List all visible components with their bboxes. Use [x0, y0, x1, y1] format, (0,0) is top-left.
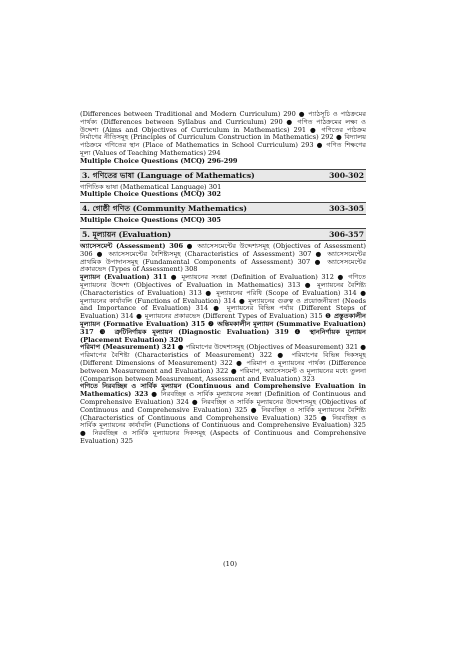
- measurement-heading: পরিমাপ (Measurement) 321: [80, 343, 176, 352]
- contents-page: [80, 111, 366, 447]
- evaluation-body: [80, 243, 366, 446]
- cce-heading: গণিতে নিরবচ্ছিন্ন ও সার্বিক মূল্যায়ন (Continuous and Comprehensive Evaluation in Mathematics) 323: [80, 382, 366, 399]
- measurement-paragraph: [80, 344, 366, 383]
- section-pages: 300-302: [329, 170, 364, 180]
- section-pages: 306-357: [329, 229, 364, 239]
- page-number: (10): [223, 560, 237, 568]
- cce-paragraph: [80, 383, 366, 445]
- assessment-heading: অ্যাসেসমেন্ট (Assessment) 306: [80, 241, 184, 250]
- evaluation-heading: মূল্যায়ন (Evaluation) 311: [80, 273, 168, 282]
- measurement-text: ● পরিমাপের উদ্দেশ্যসমূহ (Objectives of Measurement) 321 ● পরিমাপের বৈশিষ্ট্য (Characteristics of Measurement) 322 ● পরিমাপের বিভিন্ন দিকসমূহ (Different Dimensions of Measurement) 322 ● পরিমাপ ও মূল্যায়নের পার্থক্য (Difference between Measurement and Evaluation) 322 ● পরিমাপ, অ্যাসেসমেন্ট ও মূল্যায়নের মধ্যে তুলনা (Comparison between Measurement, Assessment and Evaluation) 323: [80, 343, 366, 383]
- section-mcq: Multiple Choice Questions (MCQ) 305: [80, 216, 221, 225]
- section-pages: 303-305: [329, 204, 364, 214]
- assessment-text: ● অ্যাসেসমেন্টের উদ্দেশ্যসমূহ (Objectives of Assessment) 306 ● অ্যাসেসমেন্টের বৈশিষ্ট্যসমূহ (Characteristics of Assessment) 307 ● অ্যাসেসমেন্টের প্রাথমিক উপাদানসমূহ (Fundamental Components of Assessment) 307 ● অ্যাসেসমেন্টের প্রকারভেদ (Types of Assessment) 308: [80, 241, 366, 274]
- section-title: 5. মূল্যায়ন (Evaluation): [82, 229, 172, 239]
- cce-text: ● নিরবচ্ছিন্ন ও সার্বিক মূল্যায়নের সংজ্ঞা (Definition of Continuous and Comprehensive Evaluation) 324 ● নিরবচ্ছিন্ন ও সার্বিক মূল্যায়নের উদ্দেশ্যসমূহ (Objectives of Continuous and Comprehensive Evaluation) 325 ● নিরবচ্ছিন্ন ও সার্বিক মূল্যায়নের বৈশিষ্ট্য (Characteristics of Continuous and Comprehensive Evaluation) 325 ● নিরবচ্ছিন্ন ও সার্বিক মূল্যায়নের কার্যাবলি (Functions of Continuous and Comprehensive Evaluation) 325 ● নিরবচ্ছিন্ন ও সার্বিক মূল্যায়নের দিকসমূহ (Aspects of Continuous and Comprehensive Evaluation) 325: [80, 390, 367, 445]
- section-3-body: [80, 184, 366, 200]
- evaluation-paragraph: [80, 274, 366, 344]
- section-title: 3. গণিতের ভাষা (Language of Mathematics): [82, 170, 255, 180]
- section-entry: গাণিতিক ভাষা (Mathematical Language) 301: [80, 182, 222, 191]
- evaluation-types-bold: প্রস্তুতকালীন মূল্যায়ন (Formative Evaluation) 315 ❷ অন্তিমকালীন মূল্যায়ন (Summative Evaluation) 317 ❸ ত্রুটিনির্ণায়ক মূল্যায়ন (Diagnostic Evaluation) 319 ❹ স্থাননির্ণায়ক মূল্যায়ন (Placement Evaluation) 320: [80, 312, 366, 344]
- intro-block: [80, 111, 366, 166]
- section-mcq: Multiple Choice Questions (MCQ) 302: [80, 190, 221, 199]
- section-title: 4. গোষ্ঠী গণিত (Community Mathematics): [82, 204, 247, 214]
- intro-paragraph: (Differences between Traditional and Modern Curriculum) 290 ● প্যাঠসূচি ও পাঠক্রমের পার্থক্য (Differences between Syllabus and Curriculum) 290 ● গণিত পাঠক্রমের লক্ষ্য ও উদ্দেশ্য (Aims and Objectives of Curriculum in Mathematics) 291 ● গণিতের পাঠক্রম নির্মাণের নীতিসমূহ (Principles of Curriculum Construction in Mathematics) 292 ● বিদ্যালয় পাঠক্রমে গণিতের স্থান (Place of Mathematics in School Curriculum) 293 ● গণিত শিক্ষণের মূল্য (Values of Teaching Mathematics) 294: [80, 110, 366, 157]
- assessment-paragraph: [80, 243, 366, 274]
- section-header-3[interactable]: [80, 169, 366, 182]
- section-header-5[interactable]: [80, 228, 366, 241]
- section-4-body: [80, 217, 366, 225]
- intro-mcq: Multiple Choice Questions (MCQ) 296-299: [80, 156, 238, 165]
- evaluation-text: ● মূল্যায়নের সংজ্ঞা (Definition of Evaluation) 312 ● গণিতে মূল্যায়নের উদ্দেশ্য (Objectives of Evaluation in Mathematics) 313 ● মূল্যায়নের বৈশিষ্ট্য (Characteristics of Evaluation) 313 ● মূল্যায়নের পরিধি (Scope of Evaluation) 314 ● মূল্যায়নের কার্যাবলি (Functions of Evaluation) 314 ● মূল্যায়নের গুরুত্ব ও প্রয়োজনীয়তা (Needs and Importance of Evaluation) 314 ● মূল্যায়নের বিভিন্ন পর্যায় (Different Steps of Evaluation) 314 ● মূল্যায়নের প্রকারভেদ (Different Types of Evaluation) 315 ❶: [80, 273, 366, 321]
- section-header-4[interactable]: [80, 202, 366, 215]
